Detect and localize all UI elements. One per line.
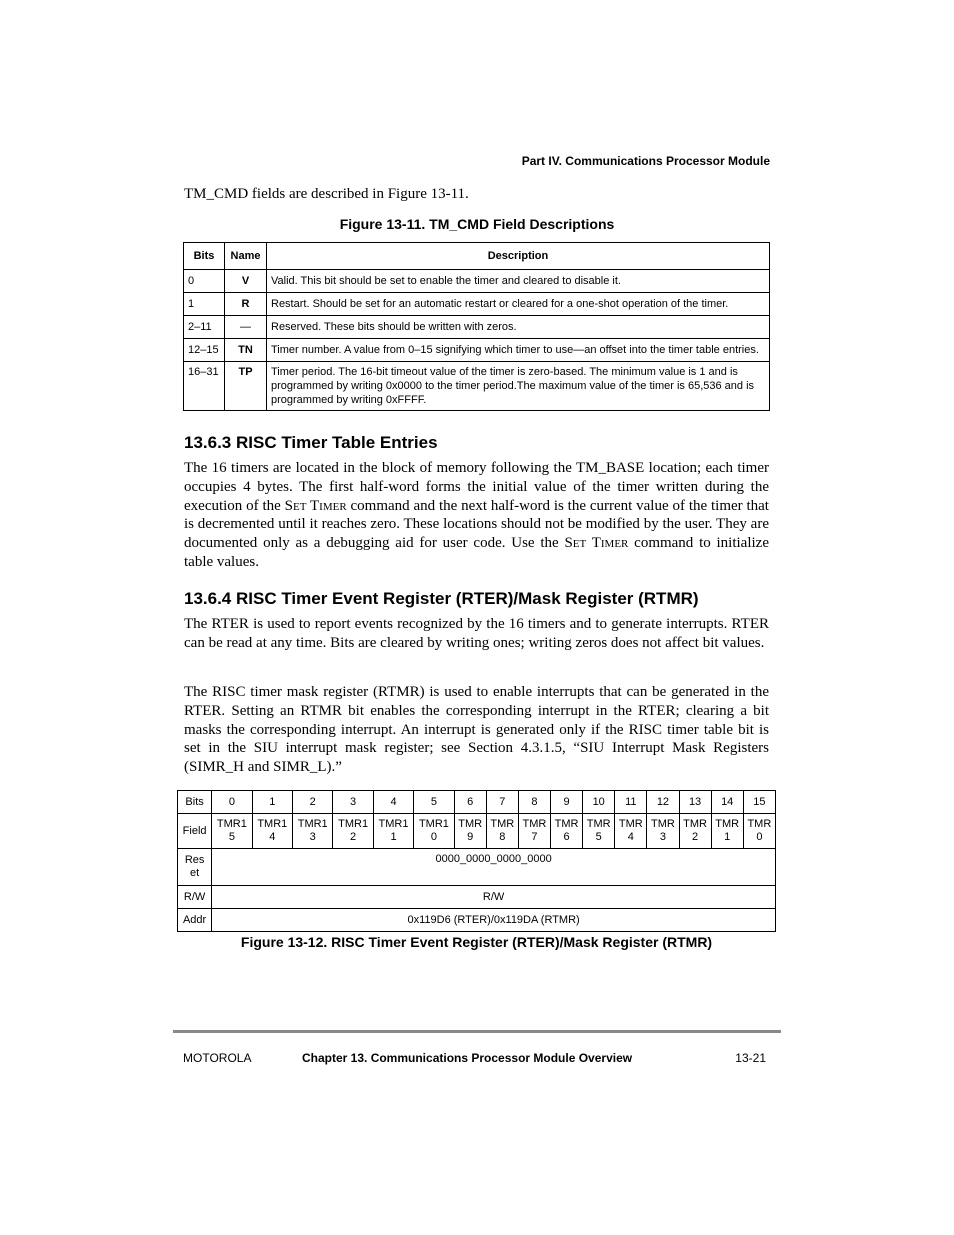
field-name: TMR1 3 [293, 814, 333, 849]
cell-name: R [225, 293, 267, 316]
paragraph-text: The 16 timers are located in the block of memory following the TM_BASE location; each timer occupies 4 bytes. The first half-word forms the initial value of the timer written during the execution of the [184, 460, 769, 514]
field-name: TMR1 5 [212, 814, 252, 849]
cell-bits: 1 [184, 293, 225, 316]
bit-number: 15 [743, 791, 775, 814]
field-row [178, 814, 776, 849]
field-name: TMR1 2 [333, 814, 373, 849]
bit-number: 7 [486, 791, 518, 814]
bit-number: 9 [551, 791, 583, 814]
rtmr-paragraph: The RISC timer mask register (RTMR) is used to enable interrupts that can be generated in the RTER. Setting an RTMR bit enables the corresponding interrupt in the RTER; clearing a bit masks the corresponding interrupt. An interrupt is generated only if the RISC timer table bit is set in the SIU interrupt mask register; see Section 4.3.1.5, “SIU Interrupt Mask Registers (SIMR_H and SIMR_L).” [184, 684, 769, 776]
bit-number: 12 [647, 791, 679, 814]
figure-13-12-caption: Figure 13-12. RISC Timer Event Register (RTER)/Mask Register (RTMR) [240, 934, 713, 950]
table-row [184, 270, 770, 293]
field-name: TMR1 4 [252, 814, 292, 849]
field-name: TMR 4 [615, 814, 647, 849]
addr-value: 0x119D6 (RTER)/0x119DA (RTMR) [212, 909, 776, 932]
row-label-bits: Bits [178, 791, 212, 814]
bit-number: 3 [333, 791, 373, 814]
cell-bits: 16–31 [184, 362, 225, 411]
row-label-field: Field [178, 814, 212, 849]
cell-name: — [225, 316, 267, 339]
bit-number: 10 [583, 791, 615, 814]
reset-row [178, 849, 776, 886]
bit-number: 14 [711, 791, 743, 814]
cell-name: V [225, 270, 267, 293]
paragraph-text: command to initialize table values. [184, 535, 769, 570]
field-name: TMR 3 [647, 814, 679, 849]
rw-value: R/W [212, 886, 776, 909]
running-header: Part IV. Communications Processor Module [521, 154, 770, 168]
cell-description: Valid. This bit should be set to enable the timer and cleared to disable it. [267, 270, 770, 293]
bit-number: 13 [679, 791, 711, 814]
cell-description: Timer number. A value from 0–15 signifying which timer to use—an offset into the timer table entries. [267, 339, 770, 362]
bit-number: 11 [615, 791, 647, 814]
column-header-description: Description [267, 243, 770, 270]
cell-description: Restart. Should be set for an automatic restart or cleared for a one-shot operation of the timer. [267, 293, 770, 316]
field-name: TMR 2 [679, 814, 711, 849]
field-name: TMR1 0 [414, 814, 454, 849]
column-header-bits: Bits [184, 243, 225, 270]
section-heading-13-6-3: 13.6.3 RISC Timer Table Entries [184, 433, 438, 452]
bits-row [178, 791, 776, 814]
cell-description: Reserved. These bits should be written with zeros. [267, 316, 770, 339]
table-header-row [184, 243, 770, 270]
field-name: TMR 8 [486, 814, 518, 849]
cell-bits: 2–11 [184, 316, 225, 339]
rter-rtmr-register-table [177, 790, 776, 932]
command-name: Set Timer [564, 535, 629, 552]
column-header-name: Name [225, 243, 267, 270]
table-row [184, 362, 770, 411]
field-name: TMR 5 [583, 814, 615, 849]
footer-rule [173, 1030, 781, 1033]
bit-number: 4 [373, 791, 413, 814]
rw-row [178, 886, 776, 909]
bit-number: 1 [252, 791, 292, 814]
bit-number: 6 [454, 791, 486, 814]
bit-number: 2 [293, 791, 333, 814]
footer-page-number: 13-21 [735, 1051, 766, 1065]
table-row [184, 293, 770, 316]
figure-13-11-caption: Figure 13-11. TM_CMD Field Descriptions [339, 216, 615, 232]
row-label-rw: R/W [178, 886, 212, 909]
field-name: TMR1 1 [373, 814, 413, 849]
cell-name: TP [225, 362, 267, 411]
section-heading-13-6-4: 13.6.4 RISC Timer Event Register (RTER)/Mask Register (RTMR) [184, 589, 699, 608]
section-13-6-3-paragraph [184, 459, 769, 572]
cell-bits: 0 [184, 270, 225, 293]
cell-description: Timer period. The 16-bit timeout value of the timer is zero-based. The minimum value is 1 and is programmed by writing 0x0000 to the timer period.The maximum value of the timer is 65,536 and is programmed by writing 0xFFFF. [267, 362, 770, 411]
tm-cmd-field-table [183, 242, 770, 411]
cell-bits: 12–15 [184, 339, 225, 362]
field-name: TMR 0 [743, 814, 775, 849]
field-name: TMR 1 [711, 814, 743, 849]
paragraph-text: command and the next half-word is the current value of the timer that is decremented until it reaches zero. These locations should not be modified by the user. They are documented only as a debugging aid for user code. Use the [184, 497, 769, 552]
field-name: TMR 7 [518, 814, 550, 849]
bit-number: 5 [414, 791, 454, 814]
table-row [184, 339, 770, 362]
table-row [184, 316, 770, 339]
command-name: Set Timer [284, 497, 347, 514]
reset-value: 0000_0000_0000_0000 [212, 849, 776, 886]
field-name: TMR 6 [551, 814, 583, 849]
row-label-reset: Res et [178, 849, 212, 886]
intro-text: TM_CMD fields are described in Figure 13-11. [184, 186, 469, 202]
addr-row [178, 909, 776, 932]
row-label-addr: Addr [178, 909, 212, 932]
bit-number: 0 [212, 791, 252, 814]
footer-publisher: MOTOROLA [183, 1051, 252, 1065]
field-name: TMR 9 [454, 814, 486, 849]
cell-name: TN [225, 339, 267, 362]
bit-number: 8 [518, 791, 550, 814]
rter-paragraph: The RTER is used to report events recognized by the 16 timers and to generate interrupts. RTER can be read at any time. Bits are cleared by writing ones; writing zeros does not affect bit values. [184, 616, 769, 651]
footer-chapter-title: Chapter 13. Communications Processor Module Overview [302, 1051, 633, 1065]
